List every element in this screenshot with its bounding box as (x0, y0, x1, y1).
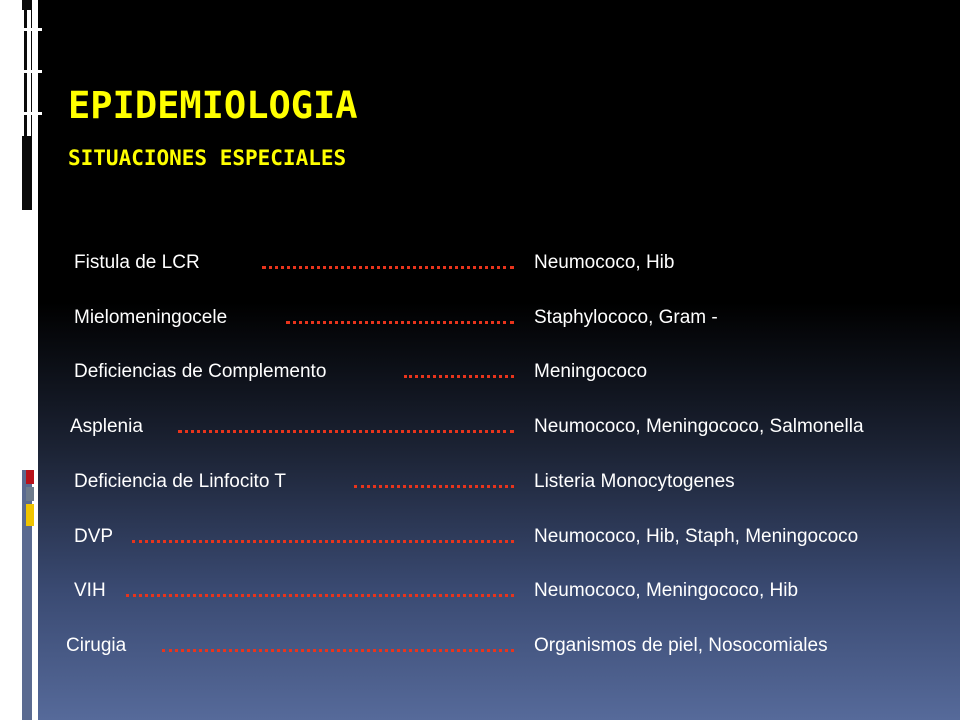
leader-dots (178, 430, 514, 433)
pathogen-label: Meningococo (534, 361, 648, 382)
leader-dots (132, 540, 514, 543)
condition-label: Deficiencias de Complemento (74, 361, 327, 382)
list-item (0, 526, 960, 554)
leader-dots (354, 485, 514, 488)
list-item (0, 307, 960, 335)
list-item (0, 416, 960, 444)
list-item (0, 361, 960, 389)
leader-dots (162, 649, 514, 652)
pathogen-label: Neumococo, Hib (534, 252, 675, 273)
decor-tick-gold (26, 504, 34, 526)
slide-title: EPIDEMIOLOGIA (68, 84, 358, 127)
leader-dots (126, 594, 514, 597)
list-item (0, 635, 960, 663)
list-item (0, 580, 960, 608)
pathogen-label: Neumococo, Meningococo, Hib (534, 580, 799, 601)
condition-label: Mielomeningocele (74, 307, 228, 328)
leader-dots (404, 375, 514, 378)
pathogen-label: Organismos de piel, Nosocomiales (534, 635, 828, 656)
condition-label: VIH (74, 580, 106, 601)
list-item (0, 252, 960, 280)
list-item (0, 471, 960, 499)
condition-label: Fistula de LCR (74, 252, 200, 273)
leader-dots (262, 266, 514, 269)
condition-label: Cirugia (66, 635, 127, 656)
pathogen-label: Listeria Monocytogenes (534, 471, 735, 492)
slide-subtitle: SITUACIONES ESPECIALES (68, 146, 347, 170)
pathogen-label: Staphylococo, Gram - (534, 307, 718, 328)
condition-label: Asplenia (70, 416, 143, 437)
leader-dots (286, 321, 514, 324)
pathogen-label: Neumococo, Meningococo, Salmonella (534, 416, 864, 437)
condition-label: Deficiencia de Linfocito T (74, 471, 286, 492)
pathogen-label: Neumococo, Hib, Staph, Meningococo (534, 526, 859, 547)
window-decoration-icon (20, 10, 40, 136)
condition-label: DVP (74, 526, 114, 547)
